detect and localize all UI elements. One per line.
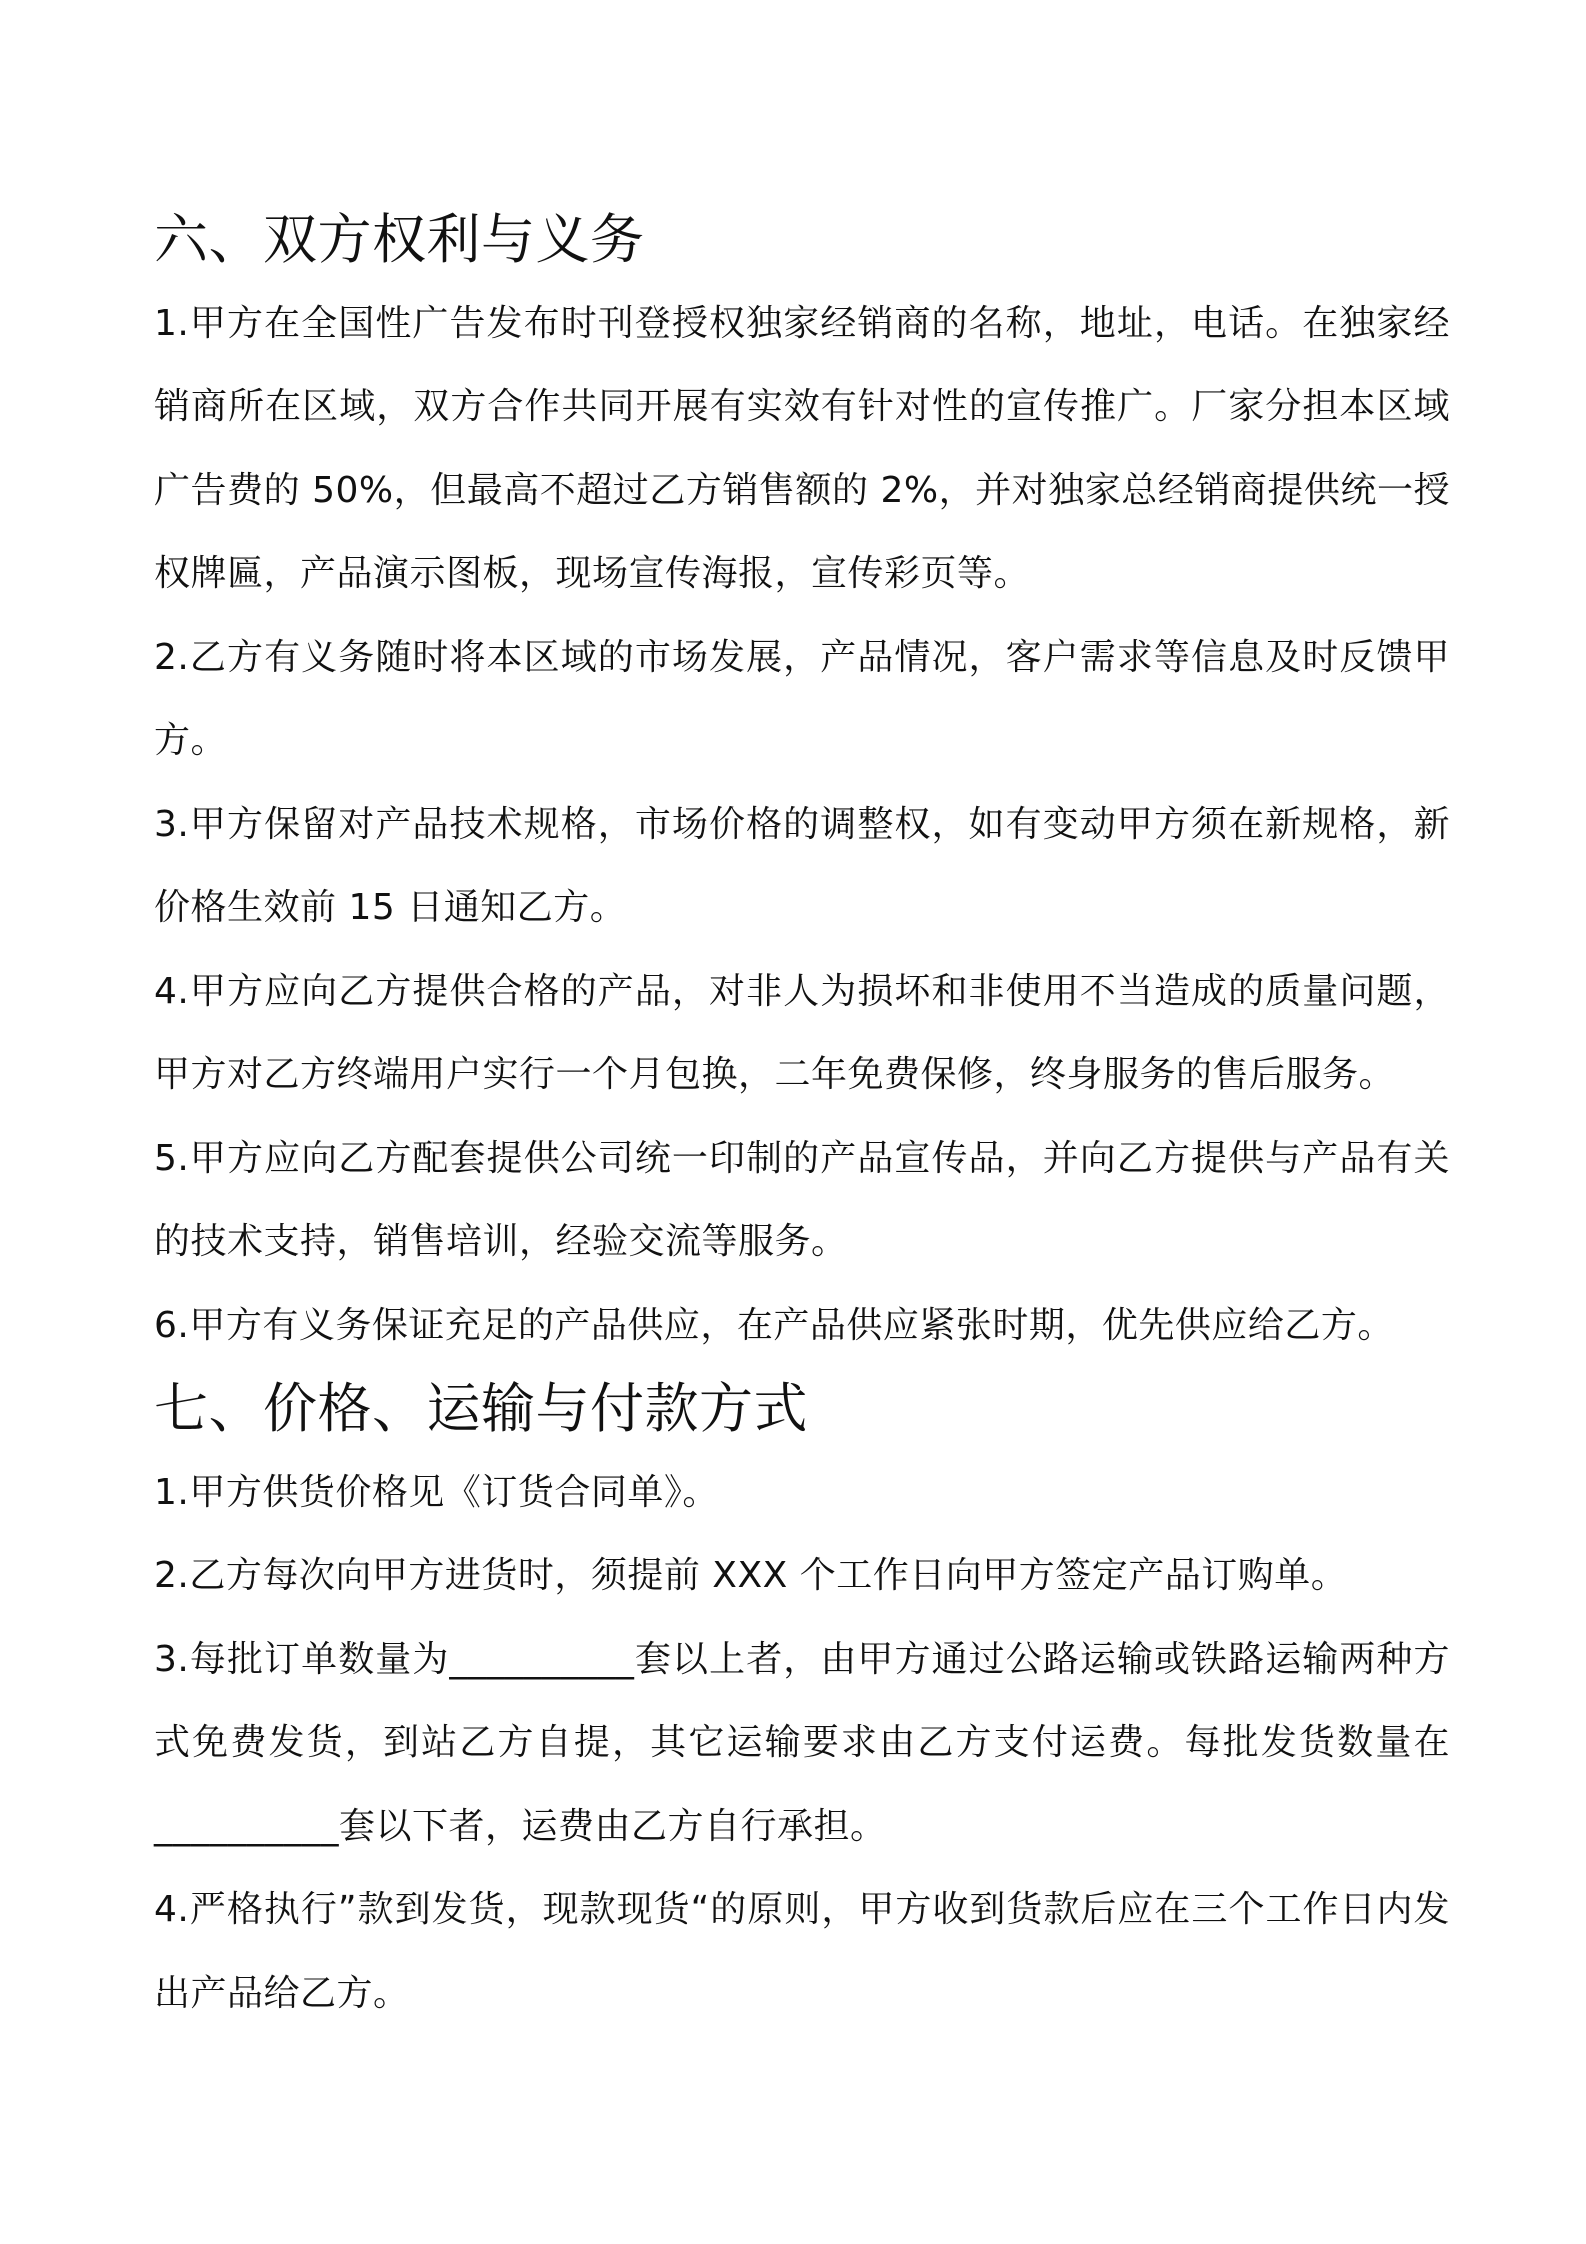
section-six-clause-1: 1.甲方在全国性广告发布时刊登授权独家经销商的名称，地址，电话。在独家经销商所在区域，双方合作共同开展有实效有针对性的宣传推广。厂家分担本区域广告费的 50%，但最高不超过乙方销售额的 2%，并对独家总经销商提供统一授权牌匾，产品演示图板，现场宣传海报，宣传彩页等。 <box>154 302 1450 594</box>
section-six-clause-3: 3.甲方保留对产品技术规格，市场价格的调整权，如有变动甲方须在新规格，新价格生效前 15 日通知乙方。 <box>154 803 1450 928</box>
section-seven-clause-1: 1.甲方供货价格见《订货合同单》。 <box>154 1471 719 1513</box>
section-six-clause-4: 4.甲方应向乙方提供合格的产品，对非人为损坏和非使用不当造成的质量问题，甲方对乙方终端用户实行一个月包换，二年免费保修，终身服务的售后服务。 <box>154 970 1450 1095</box>
section-six-clause-5: 5.甲方应向乙方配套提供公司统一印制的产品宣传品，并向乙方提供与产品有关的技术支持，销售培训，经验交流等服务。 <box>154 1137 1450 1262</box>
section-seven-heading: 七、价格、运输与付款方式 <box>154 1377 808 1440</box>
section-six-clause-6: 6.甲方有义务保证充足的产品供应，在产品供应紧张时期，优先供应给乙方。 <box>154 1304 1394 1346</box>
section-seven-clause-2: 2.乙方每次向甲方进货时，须提前 XXX 个工作日向甲方签定产品订购单。 <box>154 1555 1348 1596</box>
section-six-heading: 六、双方权利与义务 <box>154 208 645 271</box>
contract-page <box>154 198 1450 2035</box>
section-six-clause-2: 2.乙方有义务随时将本区域的市场发展，产品情况，客户需求等信息及时反馈甲方。 <box>154 636 1450 761</box>
section-seven-clause-3: 3.每批订单数量为__________套以上者，由甲方通过公路运输或铁路运输两种方式免费发货，到站乙方自提，其它运输要求由乙方支付运费。每批发货数量在__________套以下者，运费由乙方自行承担。 <box>154 1638 1450 1847</box>
section-seven-clause-4: 4.严格执行”款到发货，现款现货“的原则，甲方收到货款后应在三个工作日内发出产品给乙方。 <box>154 1889 1450 2014</box>
